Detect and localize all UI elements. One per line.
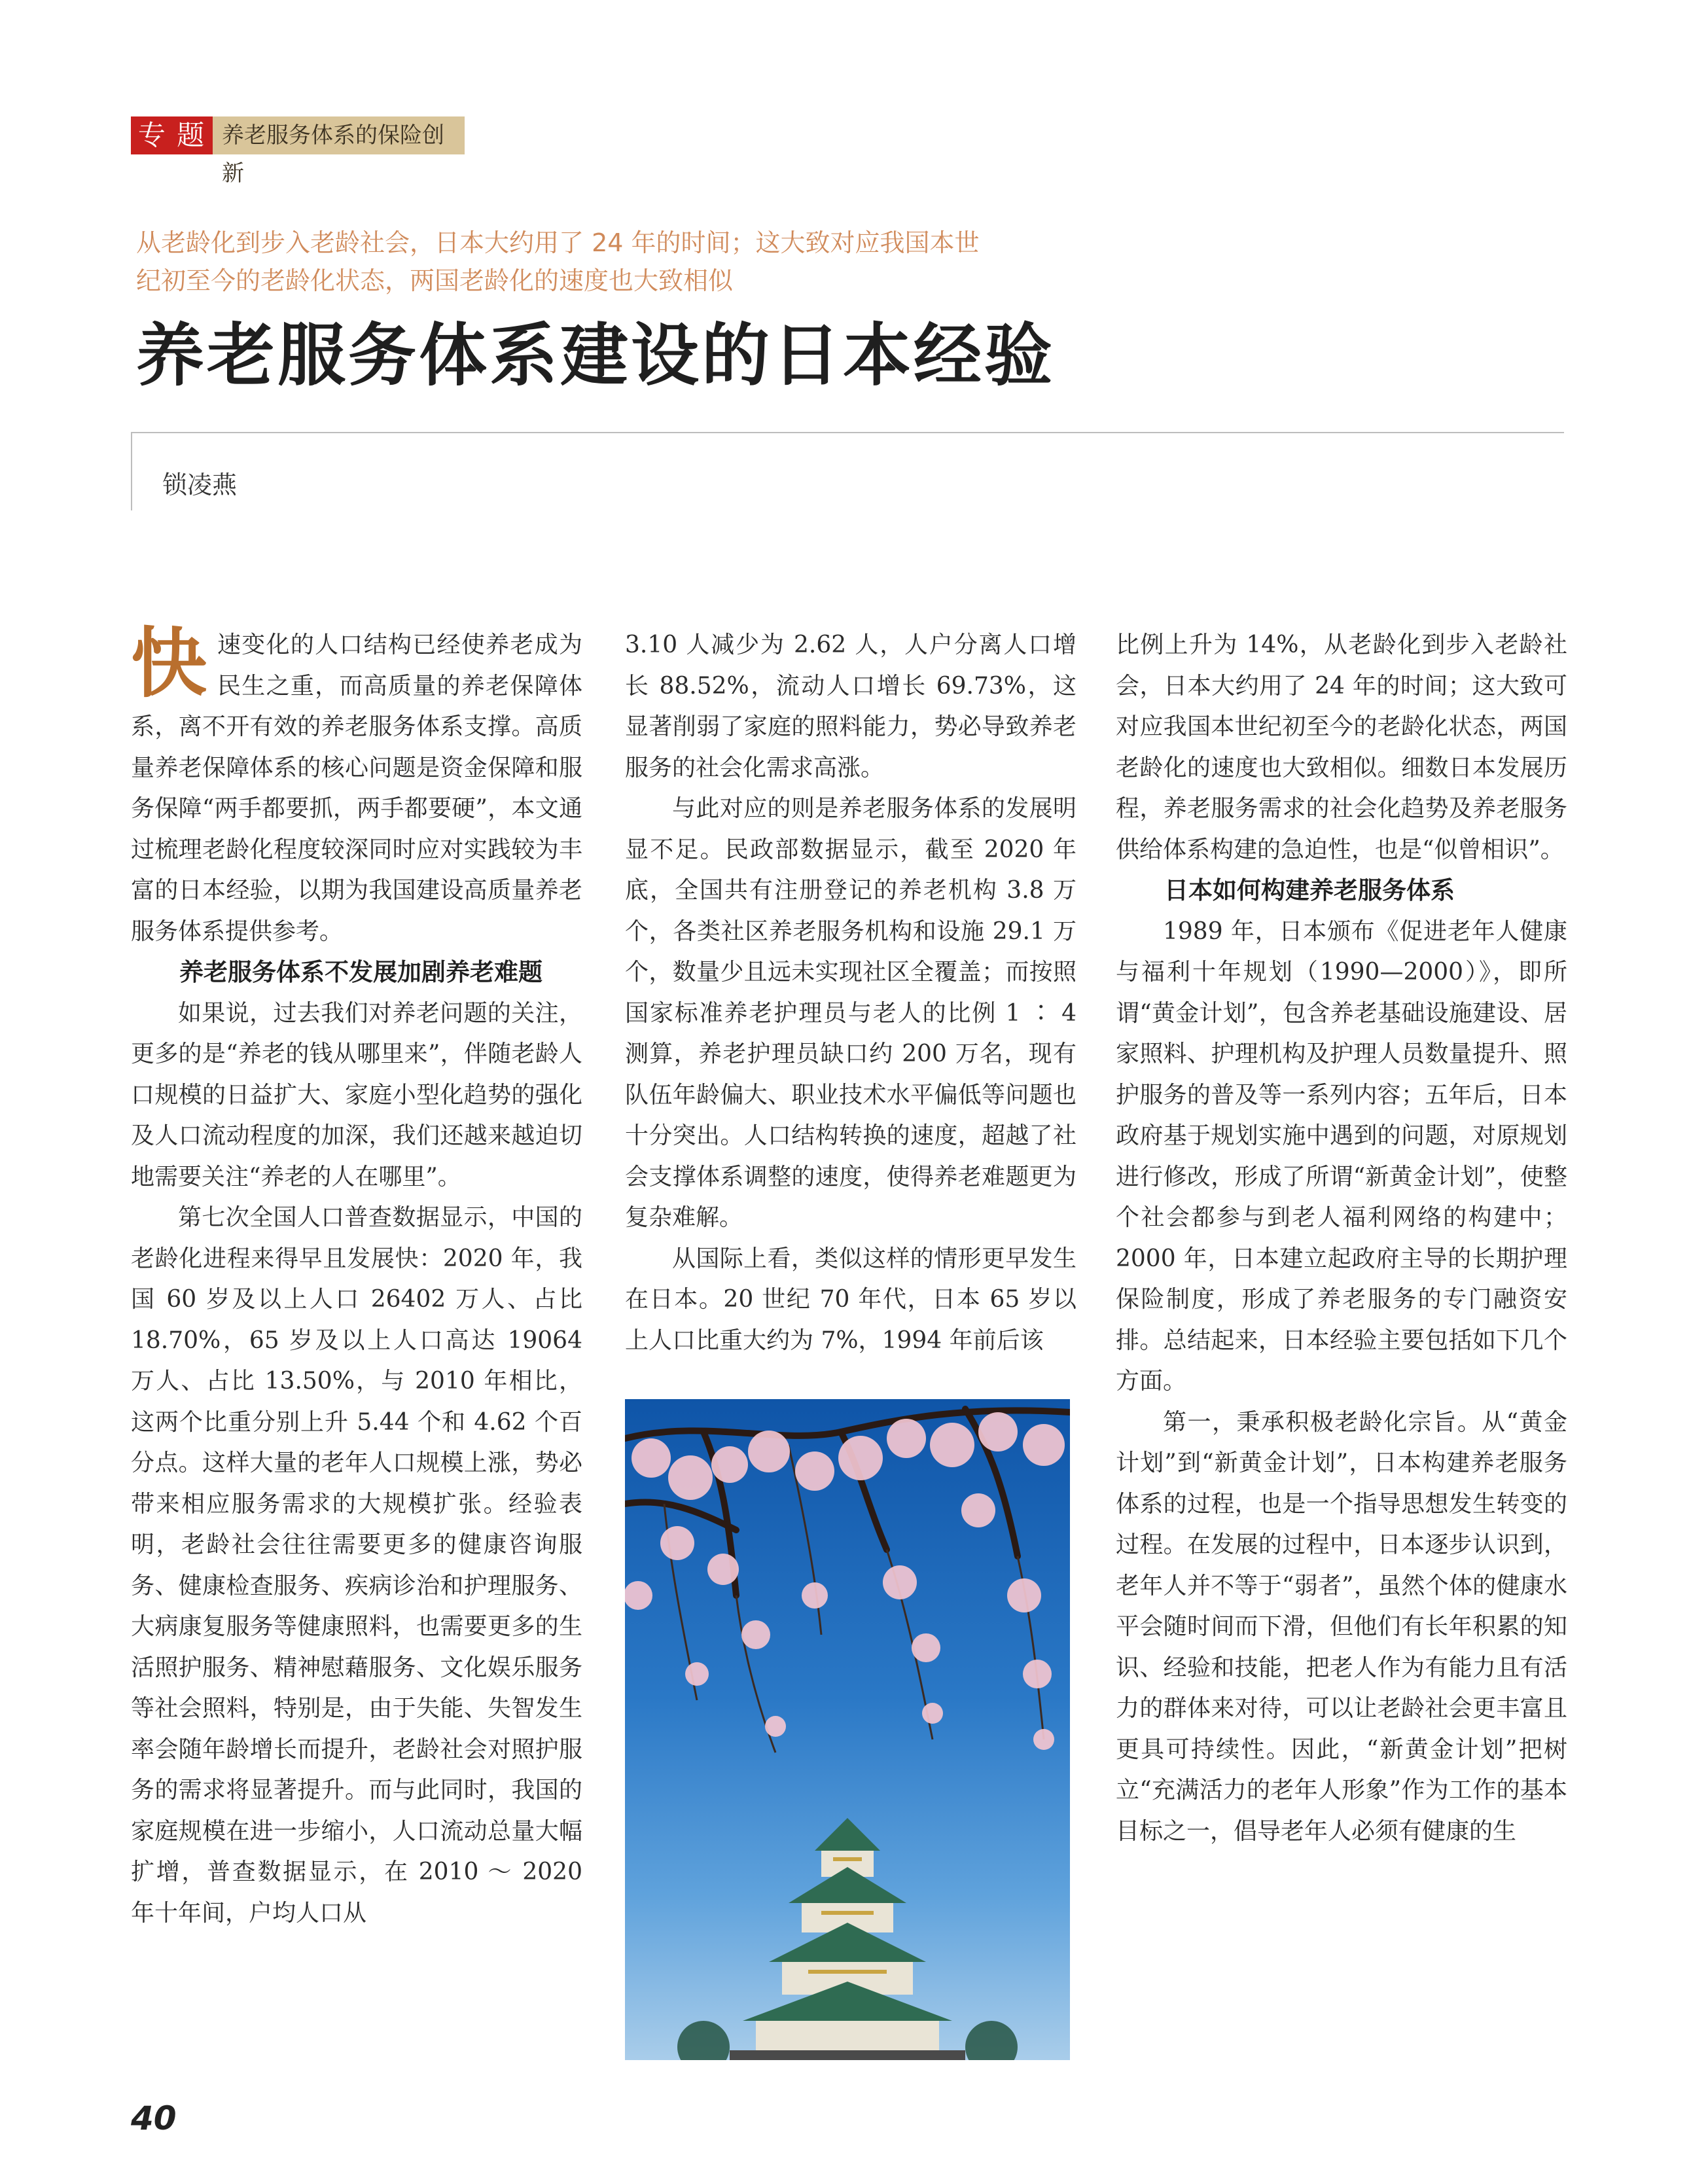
paragraph: 第七次全国人口普查数据显示，中国的老龄化进程来得早且发展快：2020 年，我国 60 岁及以上人口 26402 万人、占比 18.70%，65 岁及以上人口高达 19064 万人、占比 13.50%，与 2010 年相比，这两个比重分别上升 5.44 个和 4.62 个百分点。这样大量的老年人口规模上涨，势必带来相应服务需求的大规模扩张。经验表明，老龄社会往往需要更多的健康咨询服务、健康检查服务、疾病诊治和护理服务、大病康复服务等健康照料，也需要更多的生活照护服务、精神慰藉服务、文化娱乐服务等社会照料，特别是，由于失能、失智发生率会随年龄增长而提升，老龄社会对照护服务的需求将显著提升。而与此同时，我国的家庭规模在进一步缩小，人口流动总量大幅扩增，普查数据显示，在 2010 ～ 2020 年十年间，户均人口从 <box>131 1204 582 1927</box>
paragraph: 从国际上看，类似这样的情形更早发生在日本。20 世纪 70 年代，日本 65 岁以上人口比重大约为 7%，1994 年前后该 <box>625 1245 1076 1354</box>
article-title: 养老服务体系建设的日本经验 <box>136 315 1056 395</box>
text-column-2 <box>625 625 1076 1361</box>
subheading: 日本如何构建养老服务体系 <box>1164 876 1455 904</box>
article-deck <box>136 224 1092 300</box>
title-divider <box>131 432 1564 433</box>
author-name: 锁凌燕 <box>162 471 238 499</box>
paragraph: 速变化的人口结构已经使养老成为民生之重，而高质量的养老保障体系，离不开有效的养老服务体系支撑。高质量养老保障体系的核心问题是资金保障和服务保障“两手都要抓，两手都要硬”，本文通过梳理老龄化程度较深同时应对实践较为丰富的日本经验，以期为我国建设高质量养老服务体系提供参考。 <box>131 632 582 945</box>
text-column-3 <box>1116 625 1567 1852</box>
paragraph: 1989 年，日本颁布《促进老年人健康与福利十年规划（1990—2000）》，即所谓“黄金计划”，包含养老基础设施建设、居家照料、护理机构及护理人员数量提升、照护服务的普及等一系列内容；五年后，日本政府基于规划实施中遇到的问题，对原规划进行修改，形成了所谓“新黄金计划”，使整个社会都参与到老人福利网络的构建中；2000 年，日本建立起政府主导的长期护理保险制度，形成了养老服务的专门融资安排。总结起来，日本经验主要包括如下几个方面。 <box>1116 917 1567 1395</box>
paragraph: 与此对应的则是养老服务体系的发展明显不足。民政部数据显示，截至 2020 年底，全国共有注册登记的养老机构 3.8 万个，各类社区养老服务机构和设施 29.1 万个，数量少且远未实现社区全覆盖；而按照国家标准养老护理员与老人的比例 1 ∶ 4 测算，养老护理员缺口约 200 万名，现有队伍年龄偏大、职业技术水平偏低等问题也十分突出。人口结构转换的速度，超越了社会支撑体系调整的速度，使得养老难题更为复杂难解。 <box>625 795 1076 1231</box>
paragraph: 比例上升为 14%，从老龄化到步入老龄社会，日本大约用了 24 年的时间；这大致可对应我国本世纪初至今的老龄化状态，两国老龄化的速度也大致相似。细数日本发展历程，养老服务需求的社会化趋势及养老服务供给体系构建的急迫性，也是“似曾相识”。 <box>1116 632 1567 863</box>
text-column-1 <box>131 620 582 1934</box>
paragraph: 第一，秉承积极老龄化宗旨。从“黄金计划”到“新黄金计划”，日本构建养老服务体系的过程，也是一个指导思想发生转变的过程。在发展的过程中，日本逐步认识到，老年人并不等于“弱者”，虽然个体的健康水平会随时间而下滑，但他们有长年积累的知识、经验和技能，把老人作为有能力且有活力的群体来对待，可以让老龄社会更丰富且更具可持续性。因此，“新黄金计划”把树立“充满活力的老年人形象”作为工作的基本目标之一，倡导老年人必须有健康的生 <box>1116 1408 1567 1845</box>
deck-line-1: 从老龄化到步入老龄社会，日本大约用了 24 年的时间；这大致对应我国本世 <box>136 228 980 257</box>
paragraph: 如果说，过去我们对养老问题的关注，更多的是“养老的钱从哪里来”，伴随老龄人口规模的日益扩大、家庭小型化趋势的强化及人口流动程度的加深，我们还越来越迫切地需要关注“养老的人在哪里”。 <box>131 999 582 1190</box>
castle-cherry-blossom-photo <box>625 1399 1070 2060</box>
deck-line-2: 纪初至今的老龄化状态，两国老龄化的速度也大致相似 <box>136 266 734 295</box>
subheading: 养老服务体系不发展加剧养老难题 <box>179 958 543 986</box>
drop-cap: 快 <box>131 620 207 708</box>
page-number: 40 <box>131 2099 177 2137</box>
section-title: 养老服务体系的保险创新 <box>213 116 465 154</box>
author-divider <box>131 432 132 510</box>
photo-illustration <box>625 1399 1070 2060</box>
paragraph: 3.10 人减少为 2.62 人，人户分离人口增长 88.52%，流动人口增长 69.73%，这显著削弱了家庭的照料能力，势必导致养老服务的社会化需求高涨。 <box>625 632 1076 781</box>
section-tag: 专 题 <box>131 116 213 154</box>
